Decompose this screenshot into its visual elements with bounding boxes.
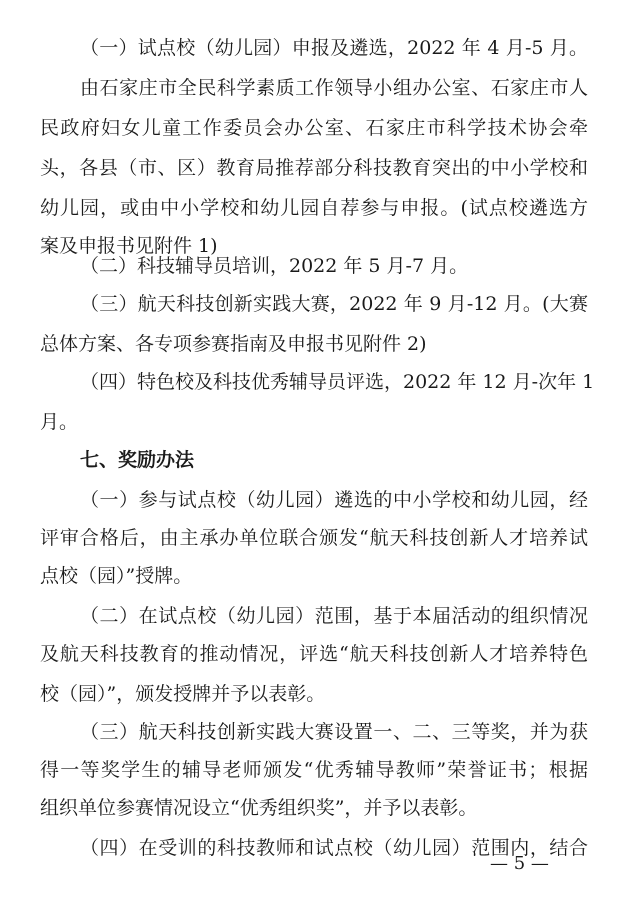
paragraph-line: 及航天科技教育的推动情况，评选“航天科技创新人才培养特色 [40,643,588,665]
paragraph-line: 得一等奖学生的辅导老师颁发“优秀辅导教师”荣誉证书；根据 [40,759,588,781]
schedule-item-3: （三）航天科技创新实践大赛，2022 年 9 月-12 月。(大赛 [80,293,588,315]
schedule-item-4: （四）特色校及科技优秀辅导员评选，2022 年 12 月-次年 1 [80,371,595,393]
paragraph-line: 评审合格后，由主承办单位联合颁发“航天科技创新人才培养试 [40,527,588,549]
paragraph-line: 由石家庄市全民科学素质工作领导小组办公室、石家庄市人 [80,77,588,99]
schedule-item-1: （一）试点校（幼儿园）申报及遴选，2022 年 4 月-5 月。 [80,37,588,59]
paragraph-line: 总体方案、各专项参赛指南及申报书见附件 2) [40,333,427,355]
section-heading: 七、奖励办法 [80,449,195,471]
paragraph-line: 校（园）”，颁发授牌并予以表彰。 [40,683,326,705]
paragraph-line: 点校（园）”授牌。 [40,565,193,587]
schedule-item-2: （二）科技辅导员培训，2022 年 5 月-7 月。 [80,255,469,277]
paragraph-line: 幼儿园，或由中小学校和幼儿园自荐参与申报。(试点校遴选方 [40,197,588,219]
page-number: — 5 — [490,853,549,874]
paragraph-line: 头，各县（市、区）教育局推荐部分科技教育突出的中小学校和 [40,157,588,179]
paragraph-line: 民政府妇女儿童工作委员会办公室、石家庄市科学技术协会牵 [40,117,588,139]
paragraph-line: 组织单位参赛情况设立“优秀组织奖”，并予以表彰。 [40,797,478,819]
award-item-4: （四）在受训的科技教师和试点校（幼儿园）范围内，结合 [80,837,588,859]
award-item-1: （一）参与试点校（幼儿园）遴选的中小学校和幼儿园，经 [80,489,588,511]
paragraph-line: 月。 [40,411,79,433]
award-item-2: （二）在试点校（幼儿园）范围，基于本届活动的组织情况 [80,605,588,627]
paragraph-line: 案及申报书见附件 1) [40,235,218,257]
award-item-3: （三）航天科技创新实践大赛设置一、二、三等奖，并为获 [80,721,588,743]
